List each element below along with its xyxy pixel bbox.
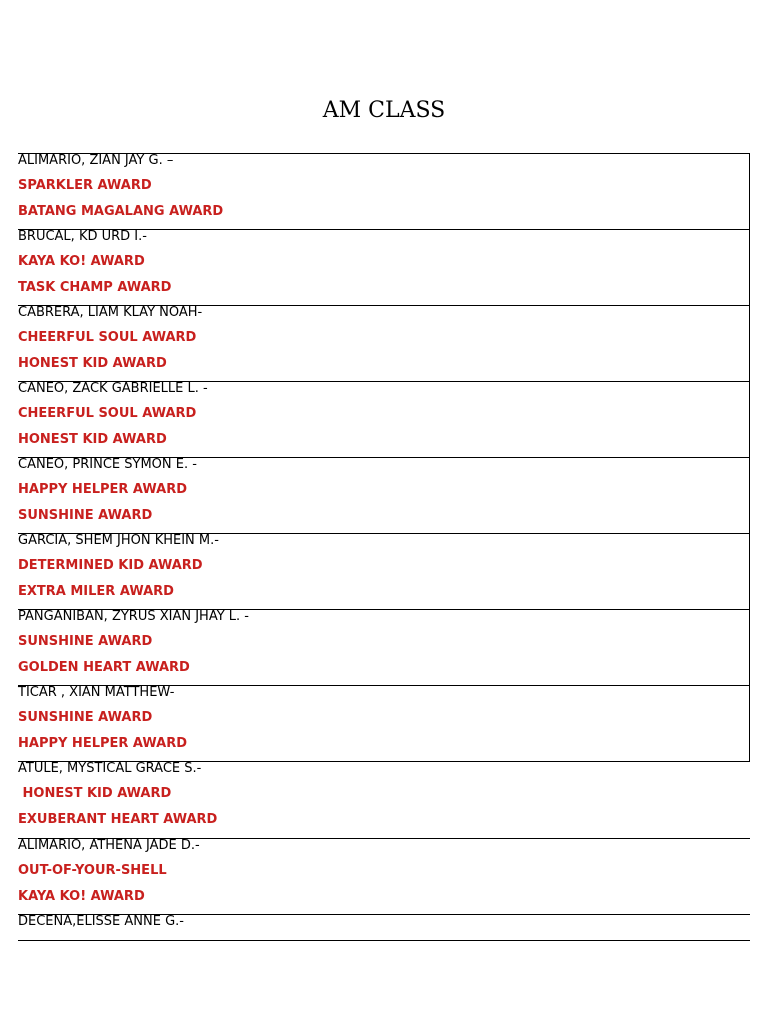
student-name: ALIMARIO, ATHENA JADE D.- xyxy=(18,838,200,853)
student-name: ALIMARIO, ZIAN JAY G. – xyxy=(18,153,174,168)
award-label: HONEST KID AWARD xyxy=(18,432,167,447)
award-label: CHEERFUL SOUL AWARD xyxy=(18,330,197,345)
award-label: CHEERFUL SOUL AWARD xyxy=(18,406,197,421)
student-entry xyxy=(18,533,750,609)
award-label: OUT-OF-YOUR-SHELL xyxy=(18,863,167,878)
student-name: BRUCAL, KD URD I.- xyxy=(18,229,147,244)
student-name: DECENA,ELISSE ANNE G.- xyxy=(18,914,184,929)
student-entry xyxy=(18,914,750,941)
award-roster xyxy=(18,153,750,941)
award-label: KAYA KO! AWARD xyxy=(18,889,145,904)
award-label: EXUBERANT HEART AWARD xyxy=(18,812,218,827)
award-label: DETERMINED KID AWARD xyxy=(18,558,203,573)
student-name: PANGANIBAN, ZYRUS XIAN JHAY L. - xyxy=(18,609,249,624)
award-label: BATANG MAGALANG AWARD xyxy=(18,204,224,219)
award-label: TASK CHAMP AWARD xyxy=(18,280,172,295)
award-label: HAPPY HELPER AWARD xyxy=(18,736,188,751)
student-entry xyxy=(18,457,750,533)
student-name: CABRERA, LIAM KLAY NOAH- xyxy=(18,305,203,320)
student-entry xyxy=(18,838,750,914)
student-name: CANEO, PRINCE SYMON E. - xyxy=(18,457,197,472)
award-label: KAYA KO! AWARD xyxy=(18,254,145,269)
award-label: EXTRA MILER AWARD xyxy=(18,584,174,599)
student-entry xyxy=(18,762,750,838)
student-name: GARCIA, SHEM JHON KHEIN M.- xyxy=(18,533,219,548)
award-label: SUNSHINE AWARD xyxy=(18,634,153,649)
award-label: SUNSHINE AWARD xyxy=(18,508,153,523)
award-label: HONEST KID AWARD xyxy=(18,786,172,801)
award-label: SPARKLER AWARD xyxy=(18,178,152,193)
student-entry xyxy=(18,609,750,685)
award-label: GOLDEN HEART AWARD xyxy=(18,660,190,675)
student-name: ATULE, MYSTICAL GRACE S.- xyxy=(18,761,202,776)
award-label: HONEST KID AWARD xyxy=(18,356,167,371)
student-entry xyxy=(18,381,750,457)
student-entry xyxy=(18,685,750,762)
student-name: TICAR , XIAN MATTHEW- xyxy=(18,685,175,700)
student-entry xyxy=(18,305,750,381)
student-name: CANEO, ZACK GABRIELLE L. - xyxy=(18,381,208,396)
student-entry xyxy=(18,153,750,229)
award-label: HAPPY HELPER AWARD xyxy=(18,482,188,497)
award-label: SUNSHINE AWARD xyxy=(18,710,153,725)
student-entry xyxy=(18,229,750,305)
page-title: AM CLASS xyxy=(322,98,446,123)
